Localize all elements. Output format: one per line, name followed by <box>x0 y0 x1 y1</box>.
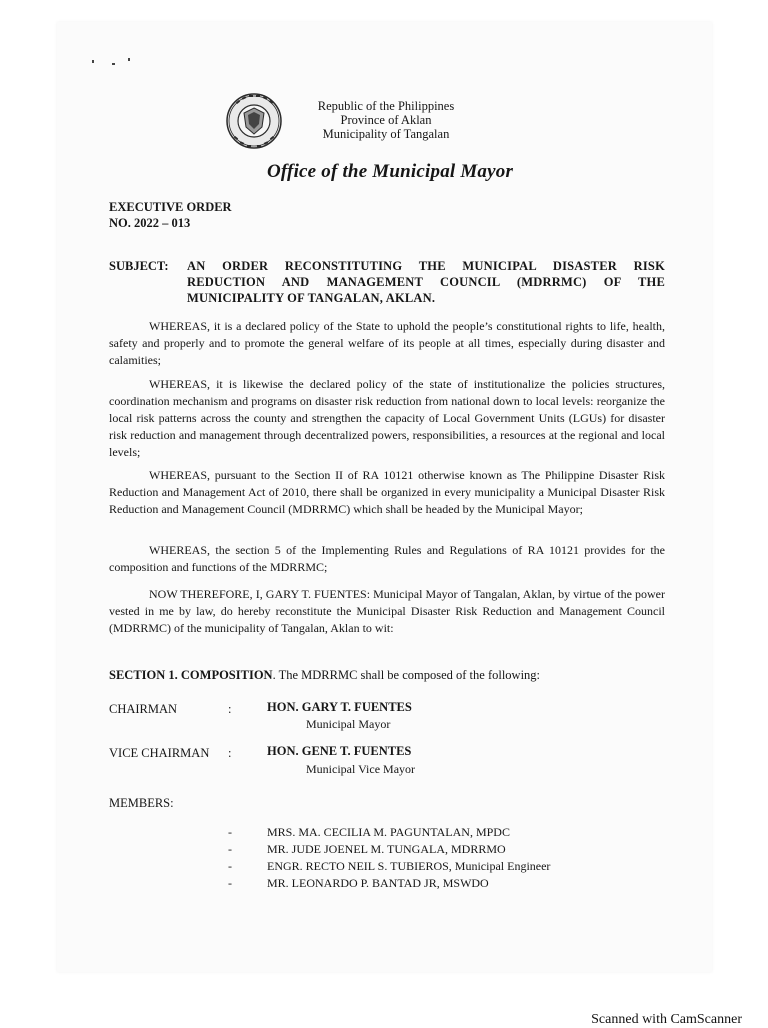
camscanner-watermark: Scanned with CamScanner <box>591 1012 742 1027</box>
bullet-dash: - <box>228 876 232 890</box>
paragraph-text: WHEREAS, it is a declared policy of the State to uphold the people’s constitutional rights to life, health, safety and properly and to promote the general welfare of its people at all times, especially during disaster and calamities; <box>109 319 665 367</box>
municipal-seal-logo <box>226 93 282 149</box>
chairman-role: CHAIRMAN <box>109 702 178 716</box>
chairman-colon: : <box>228 702 232 716</box>
whereas-paragraph-1 <box>109 318 665 369</box>
paragraph-text: WHEREAS, pursuant to the Section II of RA 10121 otherwise known as The Philippine Disaster Risk Reduction and Management Act of 2010, there shall be organized in every municipality a Municipal Disaster Risk Reduction and Management Council (MDRRMC) which shall be headed by the Municipal Mayor; <box>109 468 665 516</box>
member-name: MR. JUDE JOENEL M. TUNGALA, MDRRMO <box>267 842 506 856</box>
section-1-heading <box>109 668 540 683</box>
vice-chairman-title: Municipal Vice Mayor <box>306 762 416 776</box>
member-name: MR. LEONARDO P. BANTAD JR, MSWDO <box>267 876 489 890</box>
eo-number-line: NO. 2022 – 013 <box>109 216 191 230</box>
member-name: MRS. MA. CECILIA M. PAGUNTALAN, MPDC <box>267 825 510 839</box>
scan-specks <box>92 58 142 70</box>
vice-chairman-role: VICE CHAIRMAN <box>109 746 210 760</box>
eo-title-line: EXECUTIVE ORDER <box>109 200 232 214</box>
list-item <box>228 824 628 841</box>
paragraph-text: WHEREAS, the section 5 of the Implementing Rules and Regulations of RA 10121 provides for the composition and functions of the MDRRMC; <box>109 543 665 574</box>
chairman-title: Municipal Mayor <box>306 717 391 731</box>
list-item <box>228 841 628 858</box>
subject-text: AN ORDER RECONSTITUTING THE MUNICIPAL DISASTER RISK REDUCTION AND MANAGEMENT COUNCIL (MDRRMC) OF THE MUNICIPALITY OF TANGALAN, AKLAN. <box>187 259 665 305</box>
bullet-dash: - <box>228 825 232 839</box>
members-label: MEMBERS: <box>109 796 174 810</box>
whereas-paragraph-4 <box>109 542 665 576</box>
bullet-dash: - <box>228 842 232 856</box>
now-therefore-paragraph <box>109 586 665 637</box>
section-1-text: . The MDRRMC shall be composed of the following: <box>272 668 541 682</box>
member-name: ENGR. RECTO NEIL S. TUBIEROS, Municipal Engineer <box>267 859 551 873</box>
executive-order-number <box>109 199 232 231</box>
paragraph-text: WHEREAS, it is likewise the declared policy of the state of institutionalize the policies structures, coordination mechanism and programs on disaster risk reduction from national down to local levels: reorganize the local risk patterns across the county and strengthen the capacity of Local Government Units (LGUs) for disaster risk reduction and management through decentralized powers, responsibilities, a resources at the regional and local levels; <box>109 377 665 459</box>
list-item <box>228 858 628 875</box>
subject-block <box>109 258 665 306</box>
whereas-paragraph-3 <box>109 467 665 518</box>
bullet-dash: - <box>228 859 232 873</box>
whereas-paragraph-2 <box>109 376 665 461</box>
members-list <box>228 824 628 892</box>
letterhead-municipality: Municipality of Tangalan <box>322 127 450 141</box>
letterhead-country: Republic of the Philippines <box>317 99 455 113</box>
letterhead <box>300 99 472 141</box>
paragraph-text: NOW THEREFORE, I, GARY T. FUENTES: Municipal Mayor of Tangalan, Aklan, by virtue of the power vested in me by law, do hereby reconstitute the Municipal Disaster Risk Reduction and Management Council (MDRRMC) of the municipality of Tangalan, Aklan to wit: <box>109 587 665 635</box>
vice-chairman-name: HON. GENE T. FUENTES <box>267 744 412 758</box>
section-1-title: SECTION 1. COMPOSITION <box>109 668 273 682</box>
list-item <box>228 875 628 892</box>
letterhead-province: Province of Aklan <box>340 113 432 127</box>
chairman-name: HON. GARY T. FUENTES <box>267 700 412 714</box>
vice-chairman-colon: : <box>228 746 232 760</box>
subject-label: SUBJECT: <box>109 259 169 273</box>
office-title: Office of the Municipal Mayor <box>266 161 514 182</box>
